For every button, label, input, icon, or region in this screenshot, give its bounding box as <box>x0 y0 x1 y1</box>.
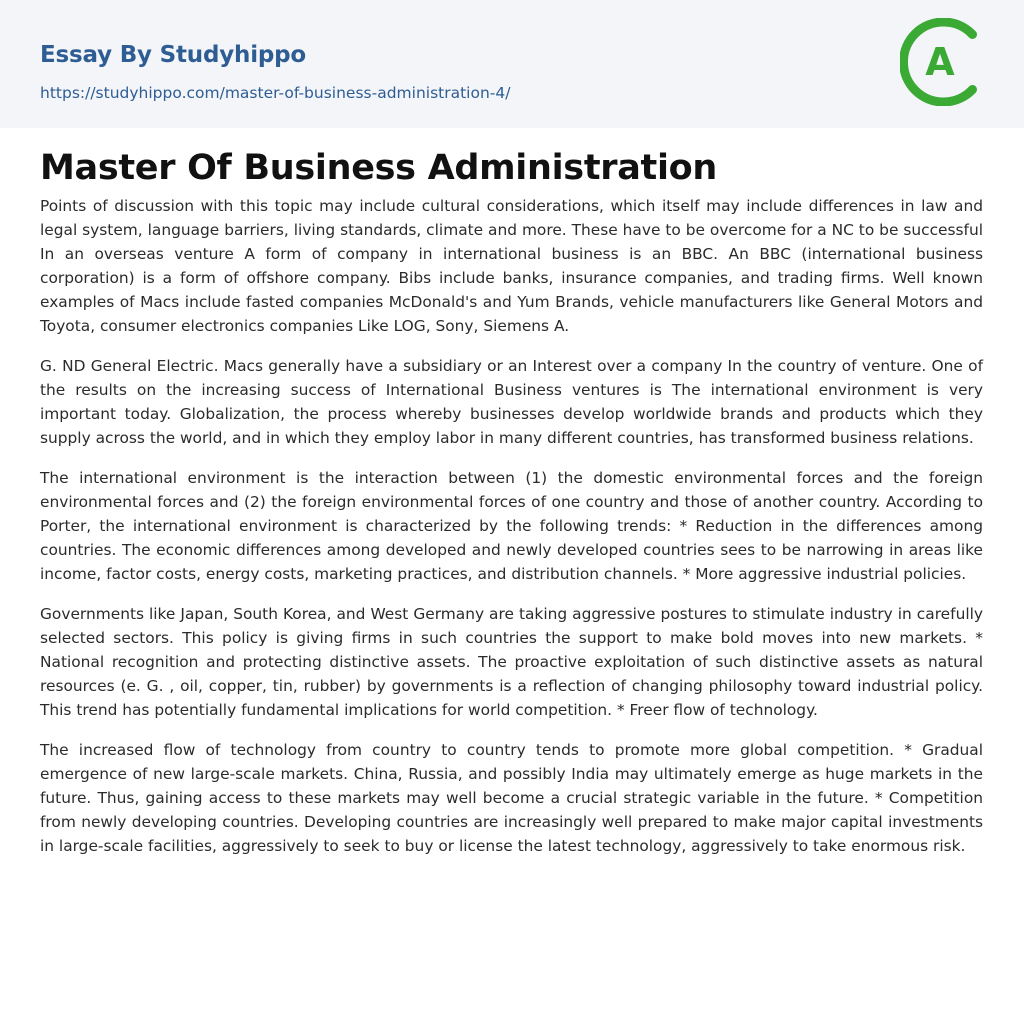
article-paragraph-2: G. ND General Electric. Macs generally have a subsidiary or an Interest over a company In the country of venture. One of the results on the increasing success of International Business ventures is The international environment is very important today. Globalization, the process whereby businesses develop worldwide brands and products which they supply across the world, and in which they employ labor in many different countries, has transformed business relations. <box>40 357 983 447</box>
article-paragraph-4: Governments like Japan, South Korea, and West Germany are taking aggressive postures to stimulate industry in carefully selected sectors. This policy is giving firms in such countries the support to make bold moves into new markets. * National recognition and protecting distinctive assets. The proactive exploitation of such distinctive assets as natural resources (e. G. , oil, copper, tin, rubber) by governments is a reflection of changing philosophy toward industrial policy. This trend has potentially fundamental implications for world competition. * Freer flow of technology. <box>40 605 983 719</box>
source-url-link[interactable]: https://studyhippo.com/master-of-business-administration-4/ <box>40 84 511 102</box>
brand-title: Essay By Studyhippo <box>40 42 307 68</box>
article-paragraph-1: Points of discussion with this topic may include cultural considerations, which itself may include differences in law and legal system, language barriers, living standards, climate and more. These have to be overcome for a NC to be successful In an overseas venture A form of company in international business is an BBC. An BBC (international business corporation) is a form of offshore company. Bibs include banks, insurance companies, and trading firms. Well known examples of Macs include fasted companies McDonald's and Yum Brands, vehicle manufacturers like General Motors and Toyota, consumer electronics companies Like LOG, Sony, Siemens A. <box>40 197 983 335</box>
studyhippo-logo-icon[interactable] <box>900 18 988 106</box>
logo-letter: A <box>925 40 955 84</box>
article-paragraph-3: The international environment is the interaction between (1) the domestic environmental forces and the foreign environmental forces and (2) the foreign environmental forces of one country and those of another country. According to Porter, the international environment is characterized by the following trends: * Reduction in the differences among countries. The economic differences among developed and newly developed countries sees to be narrowing in areas like income, factor costs, energy costs, marketing practices, and distribution channels. * More aggressive industrial policies. <box>40 469 983 583</box>
article-title: Master Of Business Administration <box>40 148 718 188</box>
article-paragraph-5: The increased flow of technology from country to country tends to promote more global competition. * Gradual emergence of new large-scale markets. China, Russia, and possibly India may ultimately emerge as huge markets in the future. Thus, gaining access to these markets may well become a crucial strategic variable in the future. * Competition from newly developing countries. Developing countries are increasingly well prepared to make major capital investments in large-scale facilities, aggressively to seek to buy or license the latest technology, aggressively to take enormous risk. <box>40 741 983 855</box>
article-body <box>40 146 983 874</box>
page-header <box>0 0 1024 128</box>
